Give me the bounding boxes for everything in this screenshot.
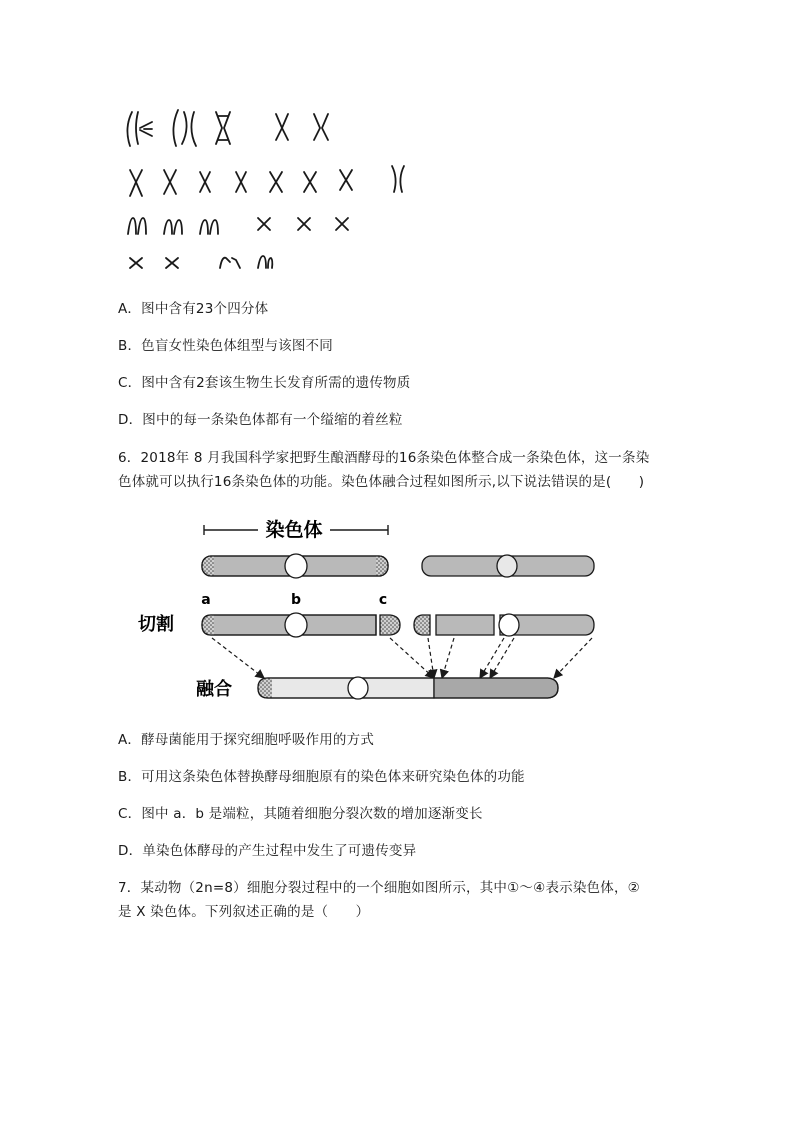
cut-label: 切割 bbox=[138, 614, 174, 635]
chromosome-label: 染色体 bbox=[265, 519, 323, 541]
point-c-label: c bbox=[378, 592, 388, 608]
q6-option-b[interactable]: B．可用这条染色体替换酵母细胞原有的染色体来研究染色体的功能 bbox=[118, 769, 525, 785]
q7-stem-line-2: 是 X 染色体。下列叙述正确的是（ ） bbox=[118, 904, 370, 920]
karyotype-row-1 bbox=[127, 110, 328, 146]
fuse-label: 融合 bbox=[196, 679, 232, 700]
fusion-arrows bbox=[212, 638, 592, 678]
q6-option-c[interactable]: C．图中 a．b 是端粒，其随着细胞分裂次数的增加逐渐变长 bbox=[118, 806, 483, 822]
chromosome-top-right bbox=[422, 555, 594, 577]
karyotype-row-3 bbox=[128, 218, 348, 234]
point-a-label: a bbox=[201, 592, 211, 608]
q5-option-c[interactable]: C．图中含有2套该生物生长发育所需的遗传物质 bbox=[118, 375, 411, 391]
q6-stem-line-1: 6．2018年 8 月我国科学家把野生酿酒酵母的16条染色体整合成一条染色体，这一条染 bbox=[118, 450, 650, 466]
point-b-label: b bbox=[290, 592, 302, 608]
q5-option-d[interactable]: D．图中的每一条染色体都有一个缢缩的着丝粒 bbox=[118, 412, 403, 428]
q6-option-d[interactable]: D．单染色体酵母的产生过程中发生了可遗传变异 bbox=[118, 843, 417, 859]
q6-stem-line-2: 色体就可以执行16条染色体的功能。染色体融合过程如图所示,以下说法错误的是( ) bbox=[118, 474, 645, 490]
karyotype-figure bbox=[118, 100, 428, 280]
cut-chromosome-left bbox=[202, 613, 400, 637]
karyotype-row-4 bbox=[130, 256, 272, 268]
chromosome-top-left bbox=[202, 554, 388, 578]
q5-option-b[interactable]: B．色盲女性染色体组型与该图不同 bbox=[118, 338, 333, 354]
q6-option-a[interactable]: A．酵母菌能用于探究细胞呼吸作用的方式 bbox=[118, 732, 375, 748]
q5-option-a[interactable]: A．图中含有23个四分体 bbox=[118, 301, 269, 317]
fused-chromosome bbox=[258, 677, 558, 699]
karyotype-row-2 bbox=[130, 166, 404, 196]
cut-chromosome-right bbox=[414, 614, 594, 636]
q7-stem-line-1: 7．某动物（2n=8）细胞分裂过程中的一个细胞如图所示，其中①～④表示染色体，② bbox=[118, 880, 640, 896]
chromosome-fusion-figure bbox=[130, 512, 610, 712]
